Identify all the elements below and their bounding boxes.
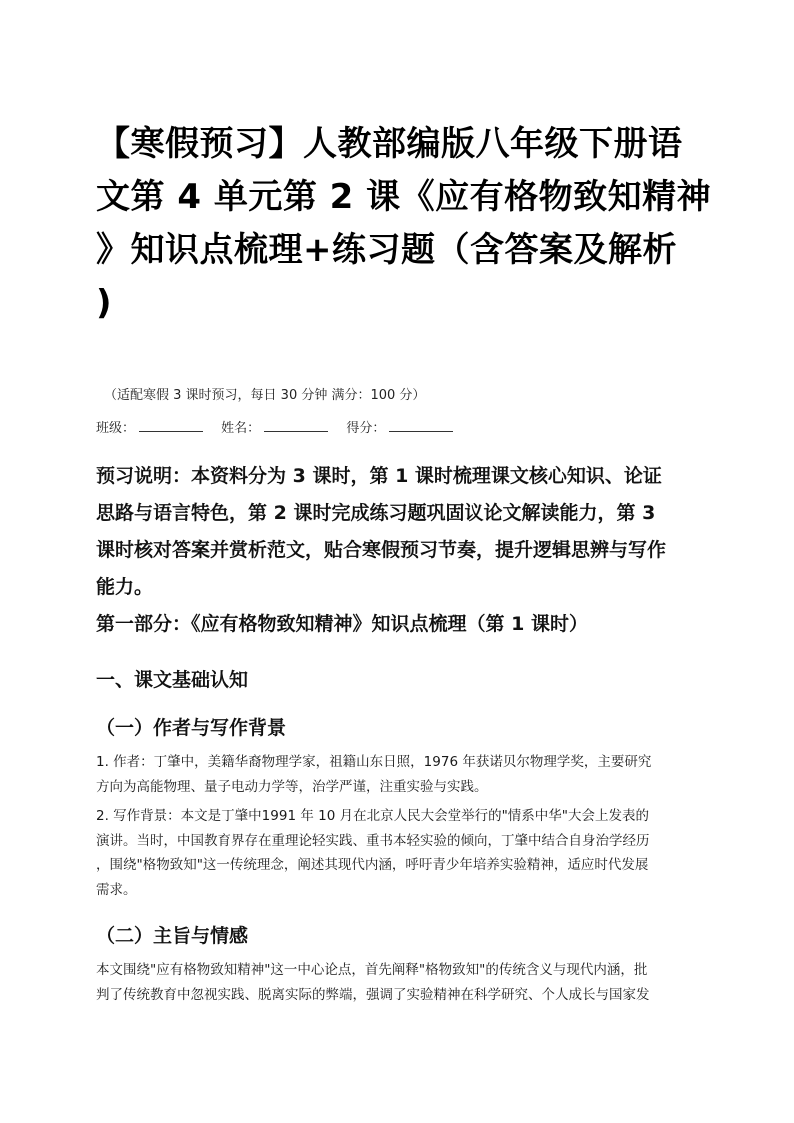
paragraph-line: 1. 作者：丁肇中，美籍华裔物理学家，祖籍山东日照，1976 年获诺贝尔物理学奖，主要研究	[96, 754, 652, 770]
name-label: 姓名：	[221, 421, 261, 436]
name-blank	[264, 419, 328, 432]
title-line: 》知识点梳理+练习题（含答案及解析	[96, 230, 677, 270]
class-blank	[139, 419, 203, 432]
paragraph-line: 本文围绕"应有格物致知精神"这一中心论点，首先阐释"格物致知"的传统含义与现代内涵，批	[96, 962, 648, 978]
part-one-heading: 第一部分：《应有格物致知精神》知识点梳理（第 1 课时）	[96, 613, 588, 635]
paragraph-line: 2. 写作背景：本文是丁肇中1991 年 10 月在北京人民大会堂举行的"情系中华"大会上发表的	[96, 808, 649, 824]
section-heading: 一、课文基础认知	[96, 669, 249, 691]
paragraph-background	[96, 804, 706, 902]
document-title	[96, 118, 712, 330]
intro-line: 课时核对答案并赏析范文，贴合寒假预习节奏，提升逻辑思辨与写作	[96, 539, 667, 561]
paragraph-line: ，围绕"格物致知"这一传统理念，阐述其现代内涵，呼吁青少年培养实验精神，适应时代发展	[96, 857, 649, 873]
usage-note: （适配寒假 3 课时预习，每日 30 分钟 满分：100 分）	[104, 388, 426, 403]
class-label: 班级：	[96, 421, 136, 436]
paragraph-line: 演讲。当时，中国教育界存在重理论轻实践、重书本轻实验的倾向，丁肇中结合自身治学经历	[96, 832, 650, 849]
title-line: )	[96, 283, 113, 323]
paragraph-author	[96, 750, 706, 799]
intro-line: 思路与语言特色，第 2 课时完成练习题巩固议论文解读能力，第 3	[96, 502, 656, 524]
subsection-heading-author: （一）作者与写作背景	[96, 717, 287, 739]
title-line: 文第 4 单元第 2 课《应有格物致知精神	[96, 177, 712, 217]
intro-line: 预习说明：本资料分为 3 课时，第 1 课时梳理课文核心知识、论证	[96, 465, 662, 487]
preview-instructions	[96, 458, 701, 606]
paragraph-line: 判了传统教育中忽视实践、脱离实际的弊端，强调了实验精神在科学研究、个人成长与国家发	[96, 986, 650, 1003]
paragraph-line: 需求。	[96, 881, 137, 898]
student-info-fields	[96, 417, 467, 436]
score-label: 得分：	[346, 421, 386, 436]
title-line: 【寒假预习】人教部编版八年级下册语	[96, 124, 683, 164]
paragraph-line: 方向为高能物理、量子电动力学等，治学严谨，注重实验与实践。	[96, 778, 488, 795]
intro-line: 能力。	[96, 576, 154, 598]
score-blank	[389, 419, 453, 432]
subsection-heading-theme: （二）主旨与情感	[96, 925, 249, 947]
paragraph-theme	[96, 958, 706, 1007]
